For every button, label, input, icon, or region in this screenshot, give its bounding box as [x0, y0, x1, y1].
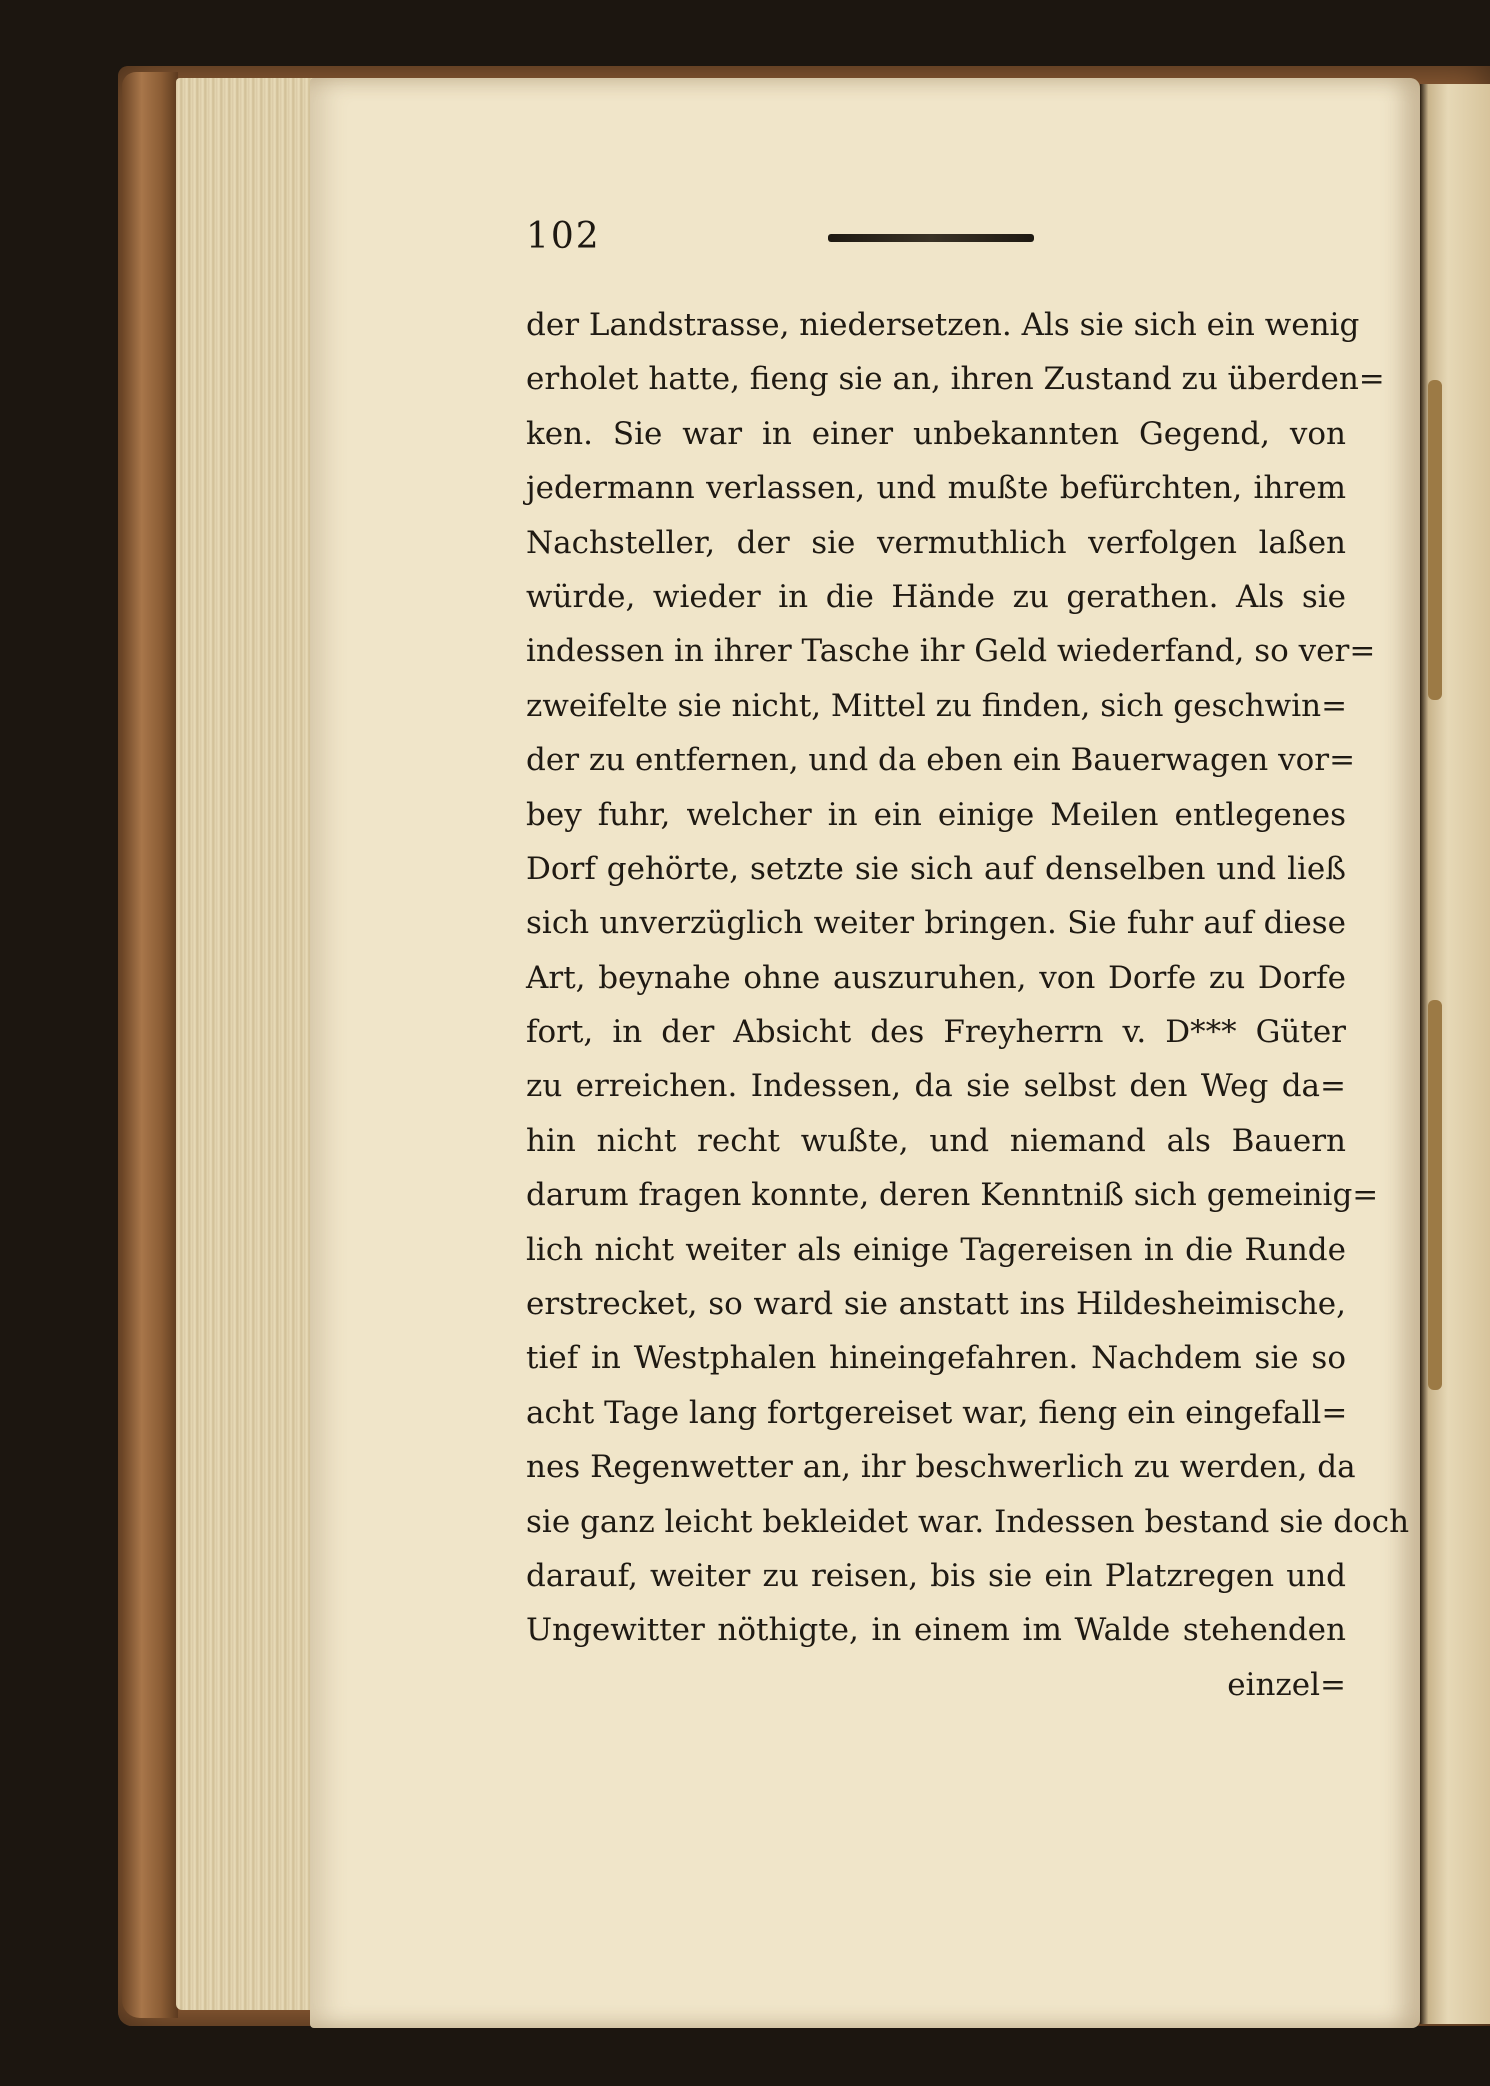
- text-line: zweifelte sie nicht, Mittel zu finden, sich geschwin=: [526, 687, 1348, 724]
- text-line: erstrecket, so ward sie anstatt ins Hildesheimische,: [526, 1286, 1346, 1323]
- text-line: Nachsteller, der sie vermuthlich verfolgen laßen: [526, 524, 1346, 561]
- text-line: fort, in der Absicht des Freyherrn v. D*** Güter: [526, 1014, 1346, 1051]
- text-line: tief in Westphalen hineingefahren. Nachdem sie so: [526, 1340, 1346, 1377]
- text-line: Art, beynahe ohne auszuruhen, von Dorfe zu Dorfe: [526, 959, 1346, 996]
- text-line: sie ganz leicht bekleidet war. Indessen bestand sie doch: [526, 1503, 1410, 1540]
- text-line: erholet hatte, fieng sie an, ihren Zustand zu überden=: [526, 361, 1385, 398]
- text-line: acht Tage lang fortgereiset war, fieng ein eingefall=: [526, 1394, 1348, 1431]
- running-head: [526, 216, 1026, 256]
- text-line: ken. Sie war in einer unbekannten Gegend, von: [526, 415, 1346, 452]
- text-line: hin nicht recht wußte, und niemand als Bauern: [526, 1122, 1346, 1159]
- text-line: jedermann verlassen, und mußte befürchten, ihrem: [526, 470, 1346, 507]
- text-line: der Landstrasse, niedersetzen. Als sie sich ein wenig: [526, 307, 1360, 343]
- text-line: nes Regenwetter an, ihr beschwerlich zu werden, da: [526, 1449, 1356, 1486]
- text-line: Ungewitter nöthigte, in einem im Walde stehenden: [526, 1612, 1346, 1649]
- body-text: [526, 298, 1410, 1712]
- text-line: bey fuhr, welcher in ein einige Meilen entlegenes: [526, 796, 1346, 833]
- catchword: einzel=: [1227, 1666, 1346, 1703]
- ornamental-rule: [828, 234, 1034, 242]
- text-line: würde, wieder in die Hände zu gerathen. Als sie: [526, 578, 1346, 615]
- text-line: lich nicht weiter als einige Tagereisen in die Runde: [526, 1231, 1346, 1268]
- binding-stripe: [1428, 380, 1442, 700]
- text-line: zu erreichen. Indessen, da sie selbst den Weg da=: [526, 1068, 1346, 1105]
- text-line: sich unverzüglich weiter bringen. Sie fuhr auf diese: [526, 905, 1346, 942]
- text-line: darum fragen konnte, deren Kenntniß sich gemeinig=: [526, 1177, 1379, 1214]
- text-line: darauf, weiter zu reisen, bis sie ein Platzregen und: [526, 1557, 1346, 1594]
- page-number: 102: [526, 216, 601, 257]
- text-line: der zu entfernen, und da eben ein Bauerwagen vor=: [526, 742, 1356, 779]
- binding-stripe: [1428, 1000, 1442, 1390]
- text-line: indessen in ihrer Tasche ihr Geld wiederfand, so ver=: [526, 633, 1376, 670]
- cover-edge: [122, 72, 178, 2018]
- page-stack: [176, 78, 326, 2010]
- text-line: Dorf gehörte, setzte sie sich auf denselben und ließ: [526, 850, 1346, 887]
